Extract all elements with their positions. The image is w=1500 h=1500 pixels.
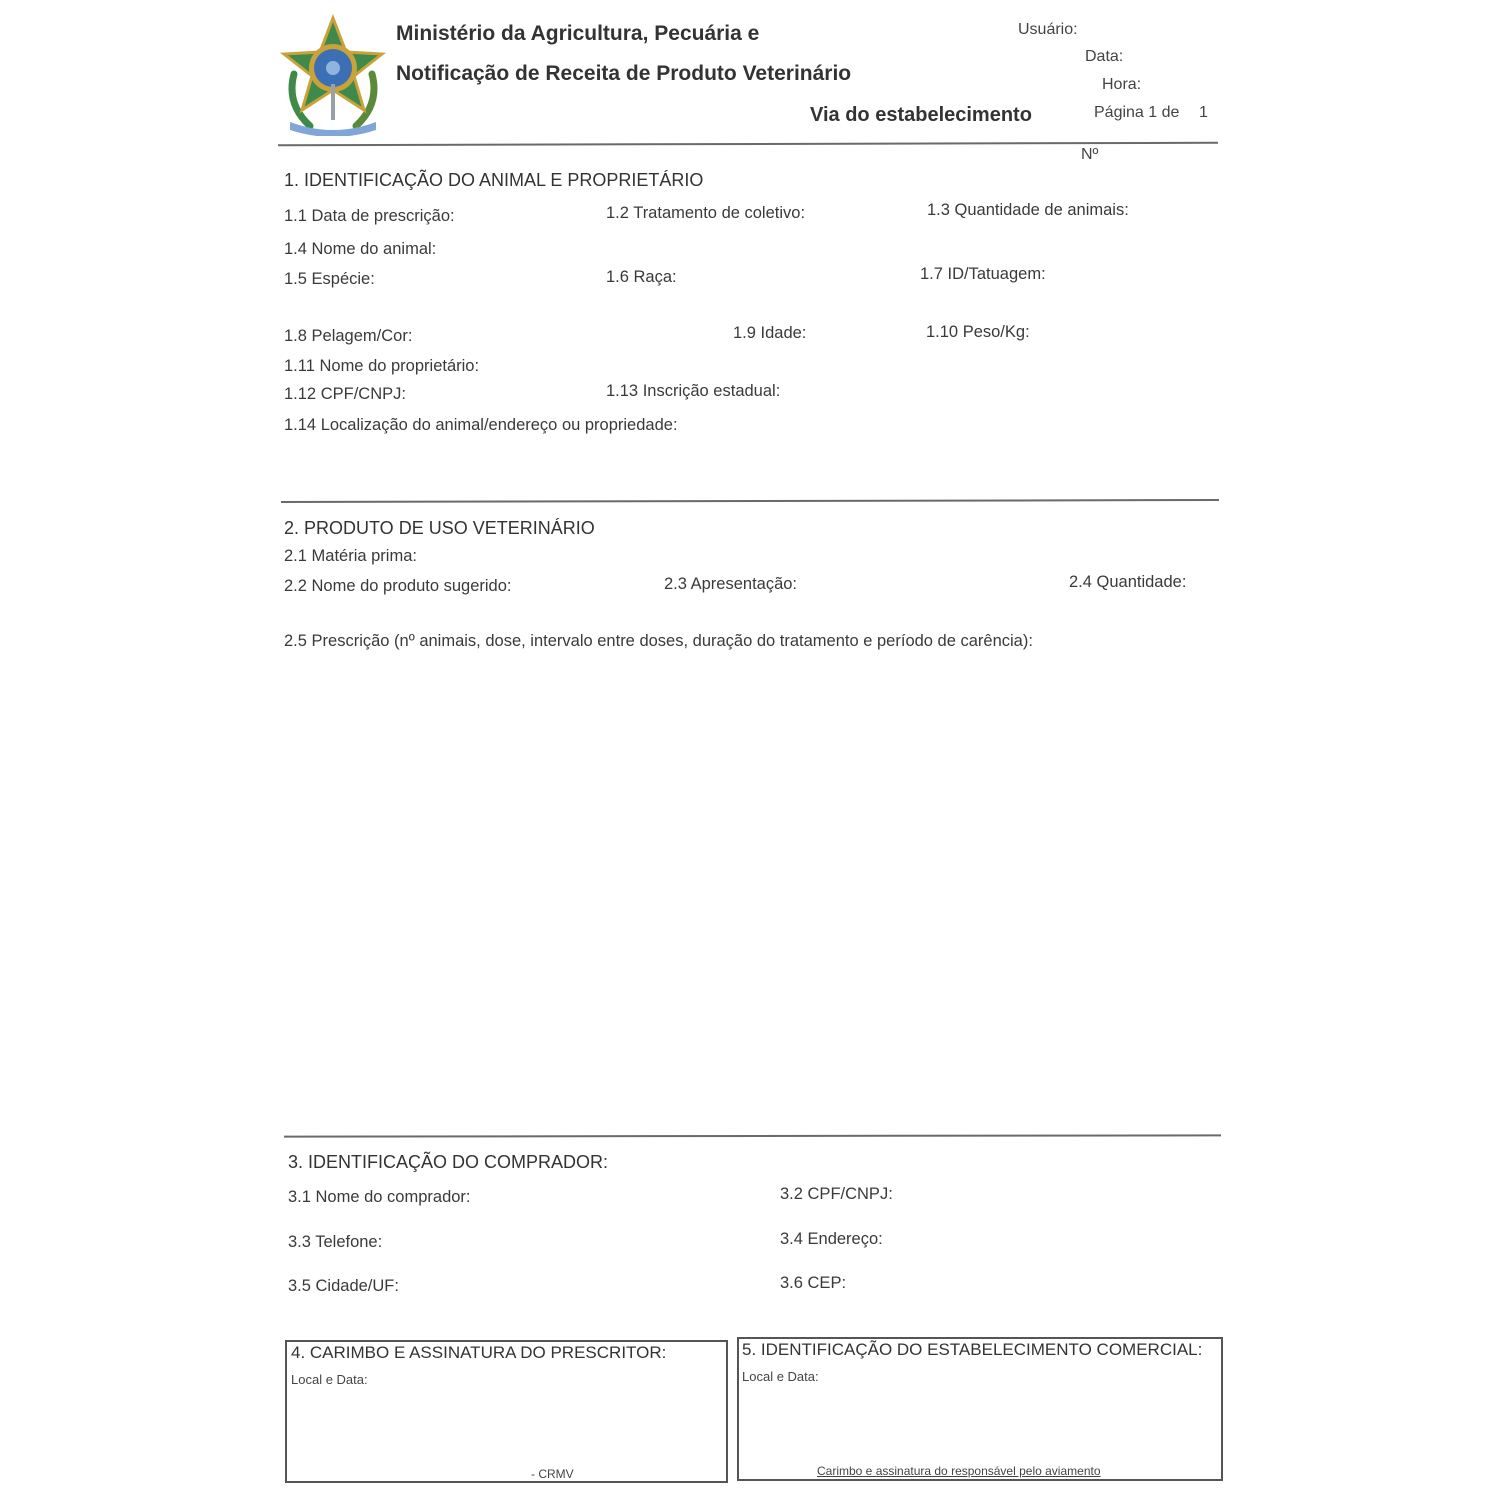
section5-title: 5. IDENTIFICAÇÃO DO ESTABELECIMENTO COMERCIAL: (742, 1340, 1203, 1359)
page-label: Página 1 de (1094, 104, 1180, 121)
field-3-3-phone: 3.3 Telefone: (288, 1233, 383, 1251)
field-1-14-location-address: 1.14 Localização do animal/endereço ou propriedade: (284, 416, 678, 434)
field-1-13-state-registration: 1.13 Inscrição estadual: (606, 382, 781, 400)
field-2-2-product-name: 2.2 Nome do produto sugerido: (284, 577, 512, 595)
field-3-1-buyer-name: 3.1 Nome do comprador: (288, 1188, 471, 1206)
field-3-4-address: 3.4 Endereço: (780, 1230, 883, 1248)
page-total: 1 (1199, 104, 1208, 121)
section4-local-date: Local e Data: (291, 1372, 368, 1387)
field-1-8-coat-color: 1.8 Pelagem/Cor: (284, 327, 413, 345)
section1-title: 1. IDENTIFICAÇÃO DO ANIMAL E PROPRIETÁRIO (284, 170, 704, 190)
field-1-6-breed: 1.6 Raça: (606, 268, 677, 286)
field-1-11-owner-name: 1.11 Nome do proprietário: (284, 357, 480, 375)
date-label: Data: (1085, 48, 1124, 65)
section3-title: 3. IDENTIFICAÇÃO DO COMPRADOR: (288, 1152, 609, 1172)
copy-label: Via do estabelecimento (810, 104, 1032, 126)
time-label: Hora: (1102, 76, 1142, 93)
section4-title: 4. CARIMBO E ASSINATURA DO PRESCRITOR: (291, 1343, 667, 1362)
field-1-2-collective-treatment: 1.2 Tratamento de coletivo: (606, 204, 806, 222)
form-title: Notificação de Receita de Produto Veterinário (396, 62, 852, 85)
crmv-label: - CRMV (531, 1467, 574, 1481)
section5-local-date: Local e Data: (742, 1369, 819, 1384)
field-1-5-species: 1.5 Espécie: (284, 270, 375, 288)
field-1-9-age: 1.9 Idade: (733, 324, 807, 342)
section1-divider (281, 499, 1219, 503)
field-1-7-id-tattoo: 1.7 ID/Tatuagem: (920, 265, 1046, 283)
ministry-name: Ministério da Agricultura, Pecuária e (396, 22, 760, 45)
field-1-10-weight: 1.10 Peso/Kg: (926, 323, 1030, 341)
field-2-3-presentation: 2.3 Apresentação: (664, 575, 798, 593)
field-2-5-prescription: 2.5 Prescrição (nº animais, dose, intervalo entre doses, duração do tratamento e período de carência): (284, 632, 1033, 650)
section2-divider (284, 1134, 1221, 1137)
signature-note: Carimbo e assinatura do responsável pelo aviamento (817, 1464, 1101, 1478)
brazil-coat-of-arms-icon (276, 14, 390, 136)
prescriber-stamp-box (285, 1340, 728, 1483)
section2-title: 2. PRODUTO DE USO VETERINÁRIO (284, 518, 595, 538)
field-2-1-raw-material: 2.1 Matéria prima: (284, 547, 417, 565)
field-3-2-cpf-cnpj: 3.2 CPF/CNPJ: (780, 1185, 893, 1203)
field-1-4-animal-name: 1.4 Nome do animal: (284, 240, 437, 258)
establishment-box (737, 1337, 1223, 1481)
field-3-5-city-state: 3.5 Cidade/UF: (288, 1277, 399, 1295)
header-divider (278, 142, 1218, 146)
number-label: Nº (1081, 146, 1099, 163)
field-1-3-animal-count: 1.3 Quantidade de animais: (927, 201, 1129, 219)
field-2-4-quantity: 2.4 Quantidade: (1069, 573, 1187, 591)
field-3-6-zip: 3.6 CEP: (780, 1274, 847, 1292)
field-1-1-prescription-date: 1.1 Data de prescrição: (284, 207, 455, 225)
user-label: Usuário: (1018, 21, 1078, 38)
field-1-12-cpf-cnpj: 1.12 CPF/CNPJ: (284, 385, 406, 403)
